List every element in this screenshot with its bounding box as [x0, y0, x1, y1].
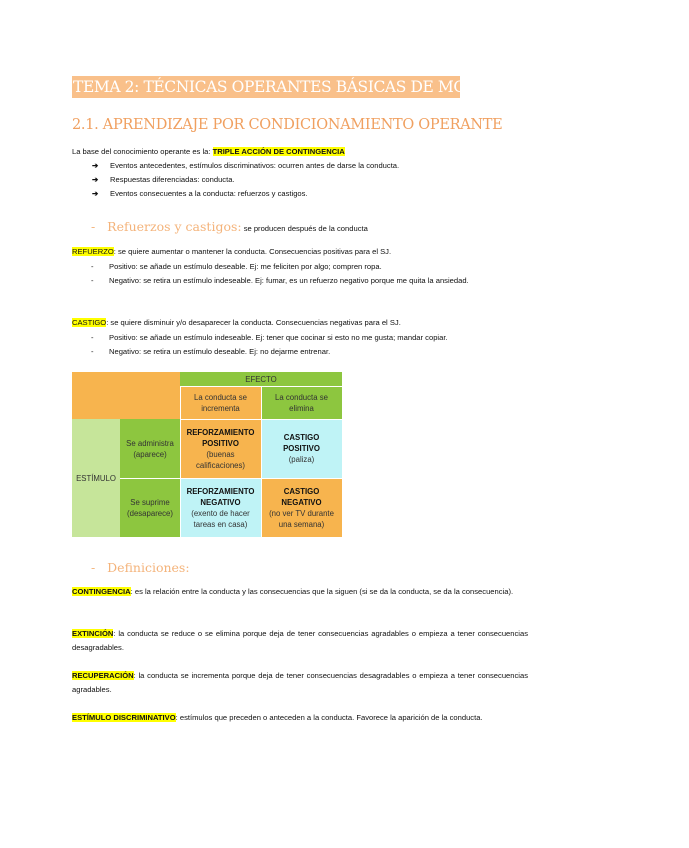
arrow-item-2: [92, 175, 235, 185]
refuerzo-label: REFUERZO: [72, 247, 114, 256]
page-title: TEMA 2: TÉCNICAS OPERANTES BÁSICAS DE MODIFICACIÓN DE CONDUCTA: [73, 78, 689, 96]
castigo-positivo: - Positivo: se añade un estímulo indeseable. Ej: tener que cocinar si esto no me gusta; mandar copiar.: [91, 331, 528, 344]
section-dash: -: [91, 560, 96, 575]
arrow-icon: ➔: [92, 175, 99, 184]
castigo-positivo-text: Positivo: se añade un estímulo indeseable. Ej: tener que cocinar si esto no me gusta; mandar copiar.: [109, 333, 448, 342]
definition-contingencia: [72, 585, 528, 599]
refuerzo-positivo: - Positivo: se añade un estímulo deseable. Ej: me feliciten por algo; compren ropa.: [91, 260, 528, 273]
table-header-efecto: EFECTO: [180, 372, 342, 386]
refuerzo-positivo-text: Positivo: se añade un estímulo deseable. Ej: me feliciten por algo; compren ropa.: [109, 262, 382, 271]
castigo-negativo-text: Negativo: se retira un estímulo deseable. Ej: no dejarme entrenar.: [109, 347, 331, 356]
table-cell-reforzamiento-negativo: REFORZAMIENTO NEGATIVO (exento de hacer tareas en casa): [180, 478, 261, 537]
definition-estimulo-discriminativo: [72, 711, 528, 725]
arrow-item-text: Eventos consecuentes a la conducta: refuerzos y castigos.: [110, 189, 308, 198]
arrow-item-text: Respuestas diferenciadas: conducta.: [110, 175, 235, 184]
arrow-item-1: [92, 161, 399, 171]
table-cell-reforzamiento-positivo: REFORZAMIENTO POSITIVO (buenas calificaciones): [180, 419, 261, 478]
contingency-table: [72, 372, 342, 537]
castigo-label: CASTIGO: [72, 318, 107, 327]
definition-term: EXTINCIÓN: [72, 629, 114, 638]
definition-term: RECUPERACIÓN: [72, 671, 134, 680]
table-col-incrementa: La conducta se incrementa: [180, 386, 261, 419]
section-heading-refuerzos: [91, 219, 368, 234]
table-col-elimina: La conducta se elimina: [261, 386, 342, 419]
intro-highlight: TRIPLE ACCIÓN DE CONTINGENCIA: [212, 147, 345, 156]
table-divider: [120, 478, 342, 479]
definition-extincion: [72, 627, 528, 655]
definition-text: : la conducta se reduce o se elimina porque deja de tener consecuencias agradables o empieza a tener consecuencias desagradables.: [72, 629, 528, 652]
definition-term: CONTINGENCIA: [72, 587, 131, 596]
definition-recuperacion: [72, 669, 528, 697]
arrow-item-text: Eventos antecedentes, estímulos discriminativos: ocurren antes de darse la conducta.: [110, 161, 400, 170]
section-title: Definiciones:: [107, 560, 190, 575]
intro-prefix: La base del conocimiento operante es la:: [72, 147, 213, 156]
arrow-icon: ➔: [92, 189, 99, 198]
table-divider: [180, 386, 342, 387]
section-suffix: se producen después de la conducta: [241, 224, 368, 233]
intro-line: [72, 147, 345, 157]
refuerzo-text: : se quiere aumentar o mantener la conducta. Consecuencias positivas para el SJ.: [113, 247, 392, 256]
table-divider: [180, 419, 342, 420]
title-banner: [72, 76, 689, 98]
castigo-negativo: - Negativo: se retira un estímulo deseable. Ej: no dejarme entrenar.: [91, 345, 528, 358]
arrow-item-3: [92, 189, 308, 199]
castigo-line: [72, 318, 401, 328]
table-divider: [180, 386, 181, 537]
arrow-icon: ➔: [92, 161, 99, 170]
definition-term: ESTÍMULO DISCRIMINATIVO: [72, 713, 176, 722]
definition-text: : es la relación entre la conducta y las consecuencias que la siguen (si se da la conducta, se da la consecuencia).: [130, 587, 514, 596]
table-row-administra: Se administra (aparece): [120, 419, 180, 478]
table-divider: [261, 386, 262, 537]
refuerzo-line: [72, 247, 391, 257]
table-row-header-estimulo: ESTÍMULO: [72, 419, 120, 537]
refuerzo-negativo-text: Negativo: se retira un estímulo indeseable. Ej: fumar, es un refuerzo negativo porque me quita la ansiedad.: [109, 276, 469, 285]
castigo-text: : se quiere disminuir y/o desaparecer la conducta. Consecuencias negativas para el SJ.: [106, 318, 401, 327]
table-cell-castigo-negativo: CASTIGO NEGATIVO (no ver TV durante una semana): [261, 478, 342, 537]
section-dash: -: [91, 219, 96, 234]
table-row-suprime: Se suprime (desaparece): [120, 478, 180, 537]
section-title: Refuerzos y castigos:: [107, 219, 242, 234]
refuerzo-negativo: - Negativo: se retira un estímulo indeseable. Ej: fumar, es un refuerzo negativo porque me quita la ansiedad.: [91, 274, 528, 287]
table-corner: [72, 372, 180, 419]
table-cell-castigo-positivo: CASTIGO POSITIVO (paliza): [261, 419, 342, 478]
definition-text: : estímulos que preceden o anteceden a la conducta. Favorece la aparición de la conducta.: [175, 713, 483, 722]
section-subtitle: 2.1. APRENDIZAJE POR CONDICIONAMIENTO OPERANTE: [72, 117, 503, 133]
section-heading-definiciones: [91, 560, 190, 575]
definition-text: : la conducta se incrementa porque deja de tener consecuencias desagradables o empieza a tener consecuencias agradables.: [72, 671, 528, 694]
